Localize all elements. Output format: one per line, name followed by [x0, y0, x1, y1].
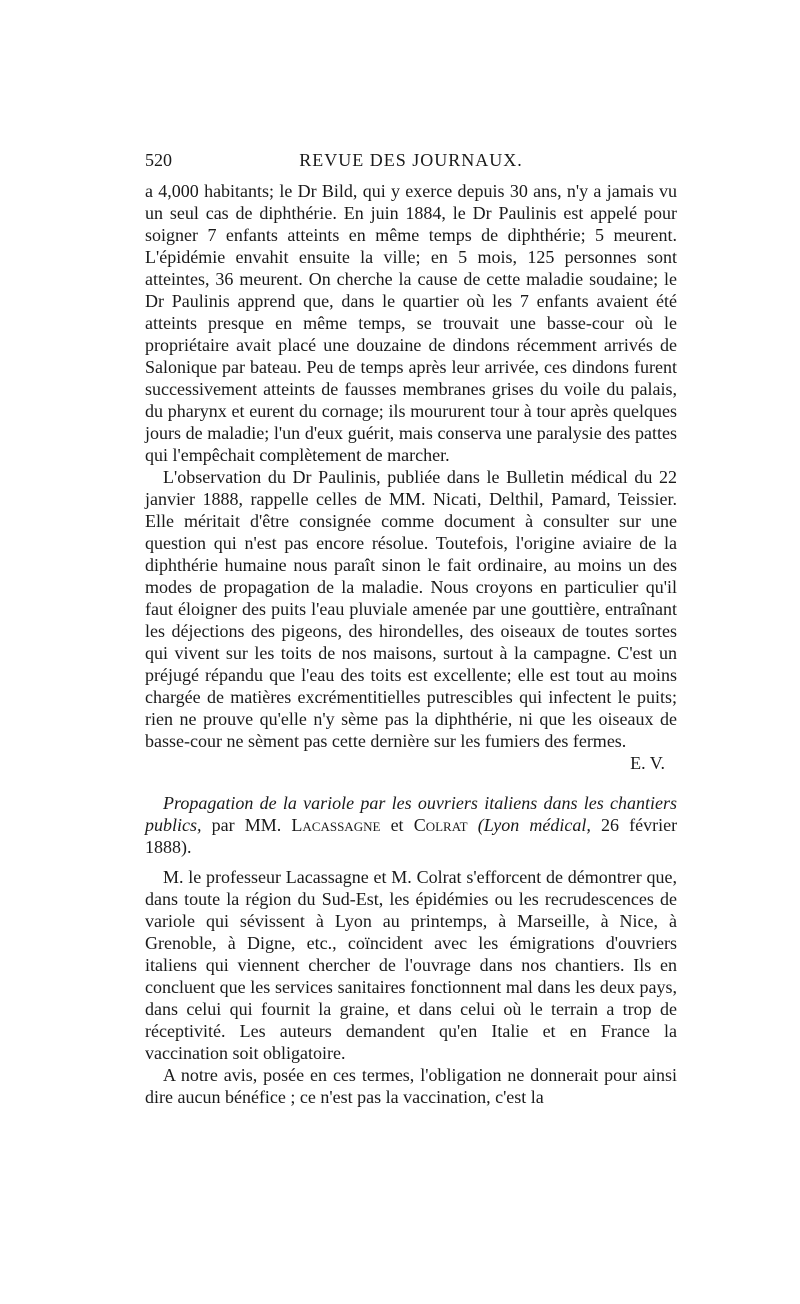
article2-title: Propagation de la variole par les ouvriers italiens dans les chantiers publics,	[145, 793, 677, 835]
page-number: 520	[145, 150, 172, 170]
journal-title: REVUE DES JOURNAUX.	[299, 150, 523, 170]
article2-and: et	[390, 815, 404, 835]
article1-paragraph1: a 4,000 habitants; le Dr Bild, qui y exerce depuis 30 ans, n'y a jamais vu un seul cas de diphthérie. En juin 1884, le Dr Paulinis est appelé pour soigner 7 enfants atteints en même temps de diphthérie; 5 meurent. L'épidémie envahit ensuite la ville; en 5 mois, 125 personnes sont atteintes, 36 meurent. On cherche la cause de cette maladie soudaine; le Dr Paulinis apprend que, dans le quartier où les 7 enfants avaient été atteints presque en même temps, se trouvait une basse-cour où le propriétaire avait placé une douzaine de dindons récemment arrivés de Salonique par bateau. Peu de temps après leur arrivée, ces dindons furent successivement atteints de fausses membranes grises du voile du palais, du pharynx et eurent du cornage; ils moururent tour à tour après quelques jours de maladie; l'un d'eux guérit, mais conserva une paralysie des pattes qui l'empêchait complètement de marcher.	[145, 181, 677, 465]
article1-signature: E. V.	[630, 753, 665, 773]
article2-author1: Lacassagne	[291, 815, 381, 835]
article2-paragraph2: A notre avis, posée en ces termes, l'obligation ne donnerait pour ainsi dire aucun bénéfice ; ce n'est pas la vaccination, c'est la	[145, 1065, 677, 1107]
journal-page	[145, 150, 677, 1108]
article2-by: par MM.	[211, 815, 282, 835]
article1-paragraph2	[145, 466, 677, 773]
article2-date: 26 février 1888).	[145, 815, 678, 857]
article1-paragraph2-text: L'observation du Dr Paulinis, publiée dans le Bulletin médical du 22 janvier 1888, rappelle celles de MM. Nicati, Delthil, Pamard, Teissier. Elle méritait d'être consignée comme document à consulter sur une question qui n'est pas encore résolue. Toutefois, l'origine aviaire de la diphthérie humaine nous paraît sinon le fait ordinaire, au moins un des modes de propagation de la maladie. Nous croyons en particulier qu'il faut éloigner des puits l'eau pluviale amenée par une gouttière, entraînant les déjections des pigeons, des hirondelles, des oiseaux de toutes sortes qui vivent sur les toits de nos maisons, surtout à la campagne. C'est un préjugé répandu que l'eau des toits est excellente; elle est tout au moins chargée de matières excrémentitielles putrescibles qui infectent le puits; rien ne prouve qu'elle n'y sème pas la diphthérie, ni que les oiseaux de basse-cour ne sèment pas cette dernière sur les fumiers des fermes.	[145, 467, 677, 751]
article2-heading	[145, 792, 677, 858]
article2-source: (Lyon médical,	[477, 815, 591, 835]
article2-paragraph1: M. le professeur Lacassagne et M. Colrat s'efforcent de démontrer que, dans toute la région du Sud-Est, les épidémies ou les recrudescences de variole qui sévissent à Lyon au printemps, à Marseille, à Nice, à Grenoble, à Digne, etc., coïncident avec les émigrations d'ouvriers italiens qui viennent chercher de l'ouvrage dans nos chantiers. Ils en concluent que les services sanitaires fonctionnent mal dans les deux pays, dans celui qui fournit la graine, et dans celui où le terrain a trop de réceptivité. Les auteurs demandent qu'en Italie et en France la vaccination soit obligatoire.	[145, 867, 677, 1063]
running-head	[145, 150, 677, 180]
article2-author2: Colrat	[413, 815, 468, 835]
article1-paragraph2-block	[145, 466, 677, 774]
